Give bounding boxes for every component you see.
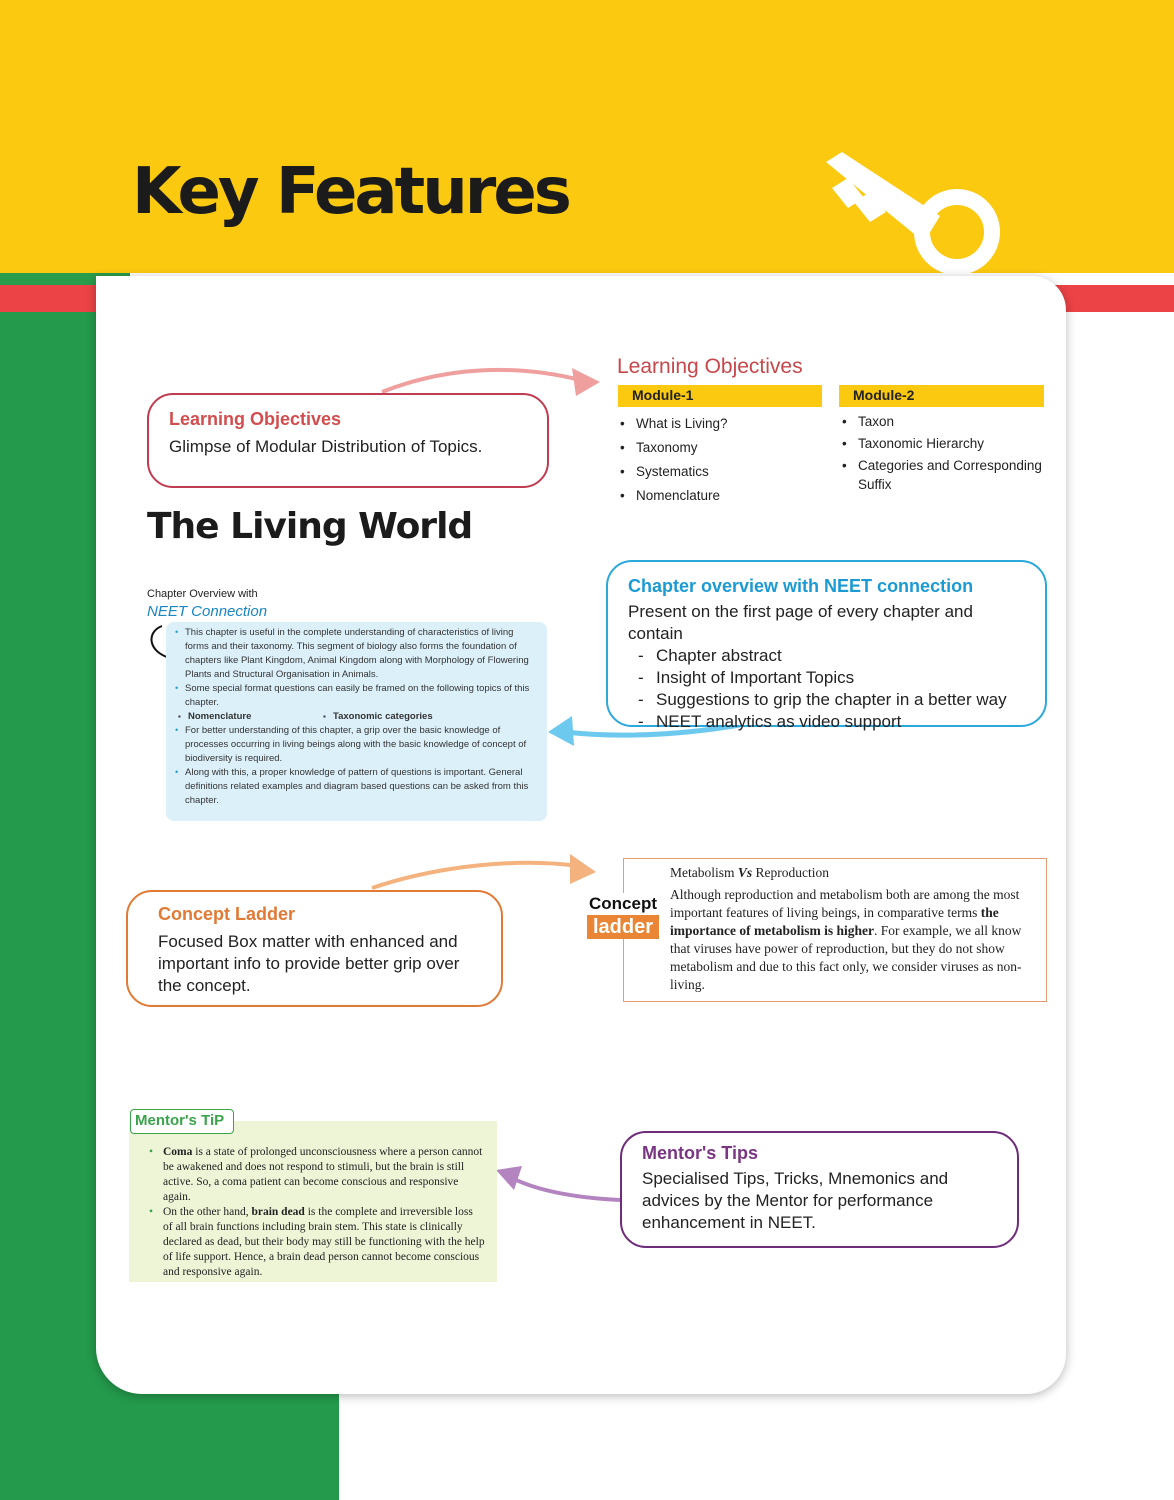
badge-ladder: ladder (587, 915, 659, 939)
list-item: • Taxonomy (618, 438, 822, 462)
concept-ladder-badge (587, 893, 659, 939)
concept-ladder-callout-title: Concept Ladder (158, 904, 296, 924)
list-item: - Insight of Important Topics (638, 667, 1025, 689)
badge-concept: Concept (589, 894, 657, 913)
text-emphasis: brain dead (251, 1206, 305, 1218)
mentor-tip-label: Mentor's TiP (130, 1109, 234, 1134)
list-item: • Taxon (840, 412, 1050, 431)
learning-objectives-callout-title: Learning Objectives (169, 409, 342, 429)
list-item: • This chapter is useful in the complete understanding of characteristics of living forms and their taxonomy. This segment of biology also forms the foundation of chapters like Plant Kingdom, Animal Kingdom along with Morphology of Flowering Plants and Structural Organisation in Animals. (172, 626, 539, 682)
topic-sublist (172, 710, 539, 724)
list-item: - Chapter abstract (638, 645, 1025, 667)
concept-ladder-box-text (670, 886, 1036, 994)
topic-taxonomic-categories: ▪ Taxonomic categories (321, 710, 466, 724)
list-item: • What is Living? (618, 414, 822, 438)
module2-header: Module-2 (839, 385, 1044, 407)
list-item: • For better understanding of this chapter, a grip over the basic knowledge of processes occurring in living beings along with the basic knowledge of concept of biodiversity is required. (172, 724, 539, 766)
concept-ladder-callout-text: Focused Box matter with enhanced and important info to provide better grip over the concept. (158, 932, 460, 995)
title-part: Reproduction (755, 865, 830, 880)
mentor-tip-box (129, 1121, 497, 1282)
module1-header: Module-1 (618, 385, 822, 407)
list-item: • Systematics (618, 462, 822, 486)
list-item (149, 1205, 485, 1280)
text-emphasis: Coma (163, 1146, 193, 1158)
chapter-overview-callout-list (628, 645, 1025, 733)
module1-list (618, 414, 822, 510)
list-item: - Suggestions to grip the chapter in a better way (638, 689, 1025, 711)
list-item (149, 1145, 485, 1205)
list-item: • Nomenclature (618, 486, 822, 510)
chapter-overview-label: Chapter Overview with (147, 588, 258, 600)
text-part: . For example, we all know that viruses have power of reproduction, but they do not show metabolism and due to this fact only, we consider viruses as non-living. (670, 923, 1022, 992)
list-item: - NEET analytics as video support (638, 711, 1025, 733)
neet-connection-label: NEET Connection (147, 603, 268, 620)
concept-ladder-box (623, 858, 1047, 1002)
text-part: Although reproduction and metabolism both are among the most important features of living beings, in comparative terms (670, 887, 1020, 920)
topic-nomenclature: ▪ Nomenclature (176, 710, 321, 724)
mentor-tips-callout-title: Mentor's Tips (642, 1143, 758, 1163)
text-emphasis: the importance of metabolism is higher (670, 905, 999, 938)
learning-objectives-callout (147, 393, 549, 488)
learning-objectives-callout-text: Glimpse of Modular Distribution of Topics. (169, 437, 483, 456)
text-part: On the other hand, (163, 1206, 252, 1218)
chapter-overview-callout-intro: Present on the first page of every chapter and contain (628, 602, 973, 643)
chapter-overview-box (166, 622, 547, 821)
key-icon (812, 150, 1002, 280)
chapter-title: The Living World (147, 506, 473, 547)
text-part: is a state of prolonged unconsciousness where a person cannot be awakened and does not respond to stimuli, but the brain is still active. So, a coma patient can become conscious and responsive again. (163, 1146, 483, 1203)
concept-ladder-box-title (670, 864, 1036, 882)
learning-objectives-heading: Learning Objectives (617, 355, 803, 378)
text-part: is the complete and irreversible loss of all brain functions including brain stem. This state is clinically declared as dead, but their body may still be functioning with the help of life support. Hence, a brain dead person cannot become conscious and responsive again. (163, 1206, 485, 1278)
chapter-overview-callout (606, 560, 1047, 731)
mentor-tips-callout-text: Specialised Tips, Tricks, Mnemonics and advices by the Mentor for performance enhancement in NEET. (642, 1169, 949, 1232)
list-item: • Along with this, a proper knowledge of pattern of questions is important. General definitions related examples and diagram based questions can be asked from this chapter. (172, 766, 539, 808)
list-item: • Taxonomic Hierarchy (840, 434, 1050, 453)
list-item: • Some special format questions can easily be framed on the following topics of this chapter. (172, 682, 539, 710)
list-item: • Categories and Corresponding Suffix (840, 456, 1050, 494)
mentor-tips-callout (620, 1131, 1019, 1248)
module2-list (840, 412, 1050, 497)
chapter-overview-callout-title: Chapter overview with NEET connection (628, 576, 974, 596)
title-part: Metabolism (670, 865, 735, 880)
page-title: Key Features (132, 155, 569, 229)
title-vs: Vs (737, 865, 753, 880)
concept-ladder-callout (126, 890, 503, 1007)
